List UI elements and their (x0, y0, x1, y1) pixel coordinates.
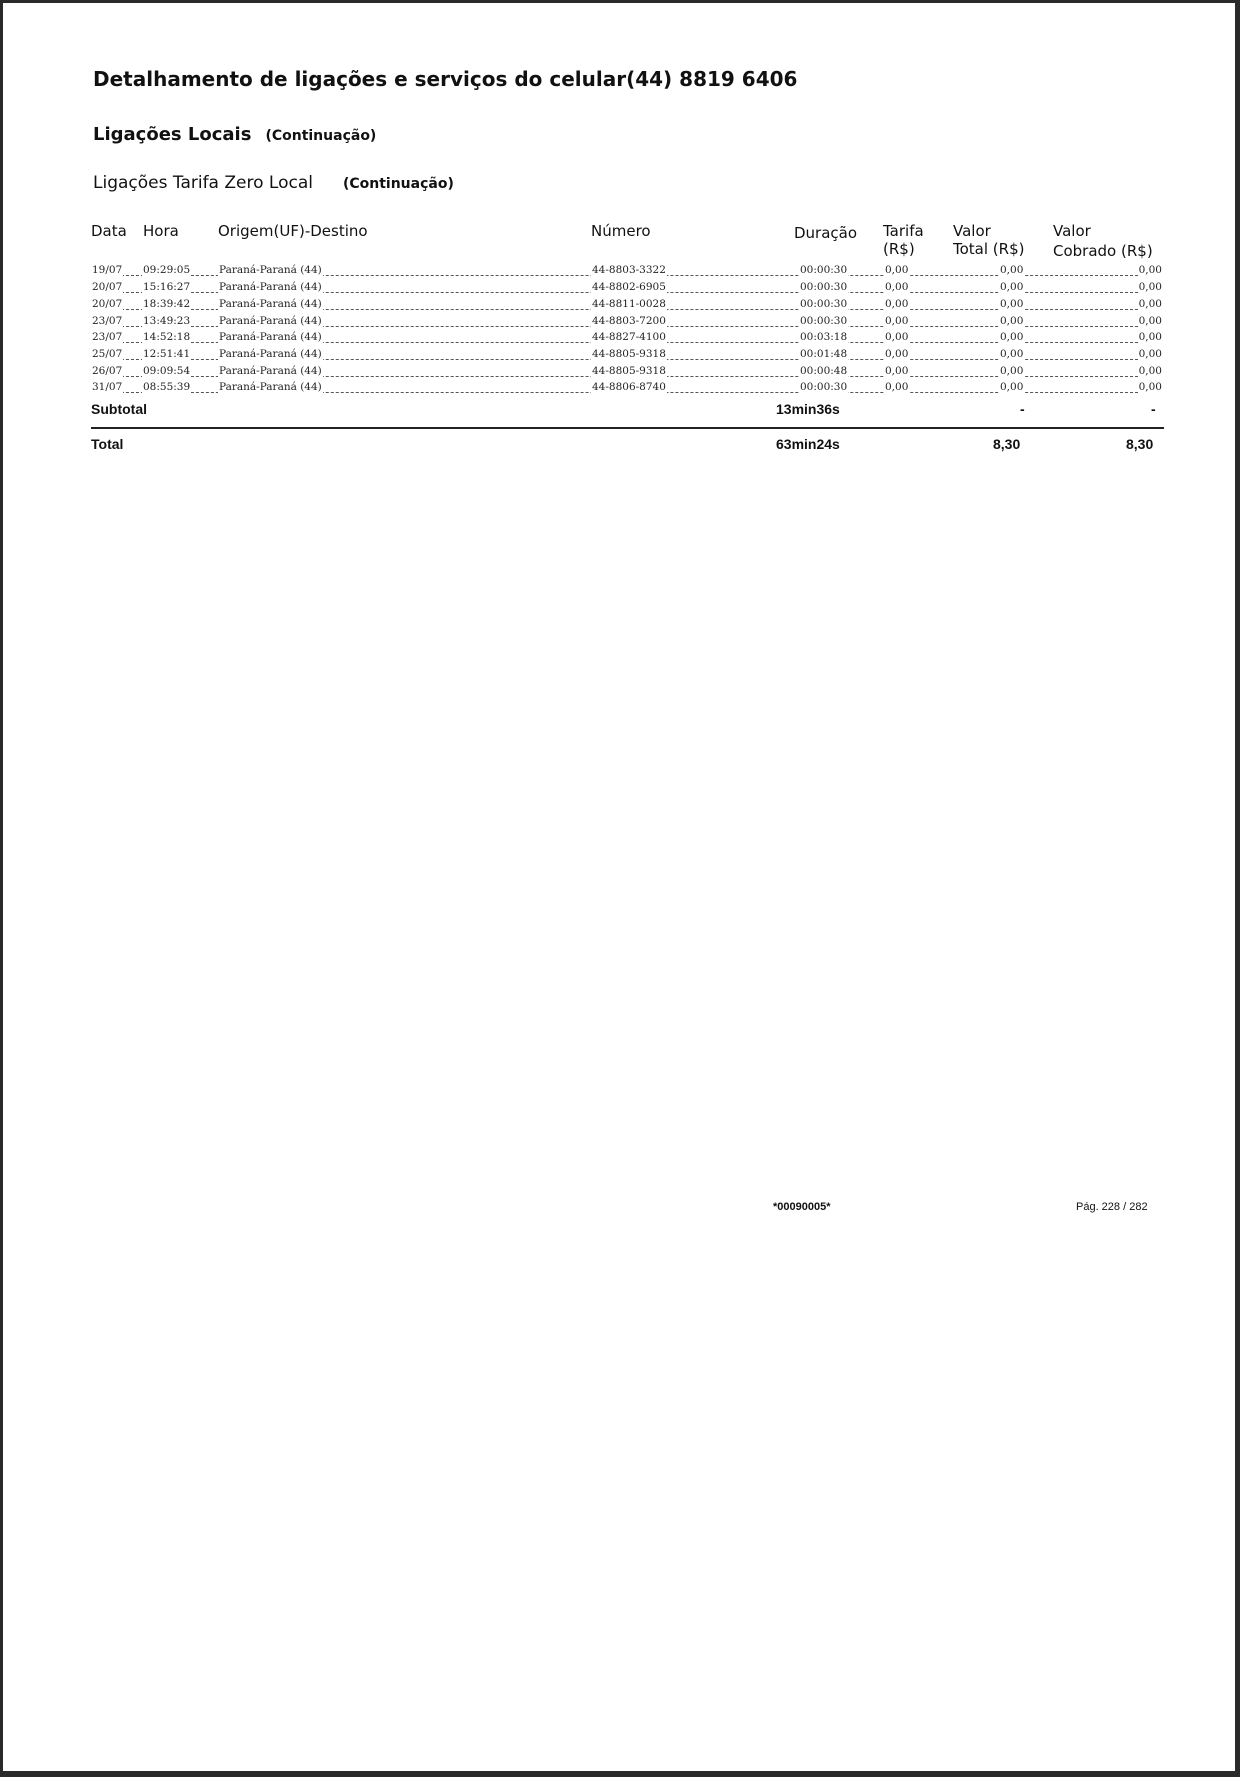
subtotal-label: Subtotal (91, 401, 147, 417)
total-valor-cobrado: 8,30 (1126, 436, 1154, 452)
cell-data: 23/07 (92, 331, 123, 343)
subsection-continuation: (Continuação) (342, 176, 454, 192)
cell-numero: 44-8802-6905 (592, 281, 666, 293)
cell-hora: 13:49:23 (143, 315, 191, 327)
cell-duracao: 00:00:30 (800, 281, 848, 293)
header-valor-total-line1: Valor (953, 222, 991, 240)
cell-valor-cobrado: 0,00 (1138, 281, 1162, 293)
cell-data: 31/07 (92, 381, 123, 393)
header-data: Data (91, 222, 127, 240)
header-tarifa (883, 222, 924, 258)
cell-hora: 15:16:27 (143, 281, 191, 293)
table-row (91, 264, 1163, 280)
header-tarifa-line2: (R$) (883, 240, 915, 258)
cell-duracao: 00:00:30 (800, 315, 848, 327)
cell-origem: Paraná-Paraná (44) (219, 298, 322, 310)
cell-valor-total: 0,00 (1000, 348, 1024, 360)
cell-data: 19/07 (92, 264, 123, 276)
table-row (91, 365, 1163, 381)
cell-duracao: 00:00:48 (800, 365, 848, 377)
cell-numero: 44-8811-0028 (592, 298, 666, 310)
cell-valor-total: 0,00 (1000, 381, 1024, 393)
header-hora: Hora (143, 222, 179, 240)
total-duracao: 63min24s (776, 436, 840, 452)
total-label: Total (91, 436, 124, 452)
table-row (91, 298, 1163, 314)
section-heading (93, 124, 376, 145)
cell-valor-total: 0,00 (1000, 365, 1024, 377)
cell-valor-cobrado: 0,00 (1138, 365, 1162, 377)
cell-valor-cobrado: 0,00 (1138, 331, 1162, 343)
table-row (91, 381, 1163, 397)
header-valor-cobrado-line1: Valor (1053, 222, 1091, 240)
cell-tarifa: 0,00 (885, 381, 909, 393)
section-continuation: (Continuação) (265, 128, 377, 144)
table-row (91, 315, 1163, 331)
subsection-heading (93, 173, 454, 193)
header-valor-cobrado (1053, 222, 1153, 260)
cell-duracao: 00:01:48 (800, 348, 848, 360)
cell-tarifa: 0,00 (885, 331, 909, 343)
cell-valor-total: 0,00 (1000, 264, 1024, 276)
cell-numero: 44-8803-7200 (592, 315, 666, 327)
cell-tarifa: 0,00 (885, 298, 909, 310)
cell-origem: Paraná-Paraná (44) (219, 381, 322, 393)
cell-valor-total: 0,00 (1000, 281, 1024, 293)
cell-numero: 44-8803-3322 (592, 264, 666, 276)
header-origem: Origem(UF)-Destino (218, 222, 368, 240)
header-valor-total-line2: Total (R$) (953, 240, 1025, 258)
cell-valor-total: 0,00 (1000, 331, 1024, 343)
header-tarifa-line1: Tarifa (883, 222, 924, 240)
cell-hora: 09:29:05 (143, 264, 191, 276)
subsection-title: Ligações Tarifa Zero Local (93, 173, 313, 193)
cell-origem: Paraná-Paraná (44) (219, 315, 322, 327)
table-row (91, 281, 1163, 297)
cell-data: 23/07 (92, 315, 123, 327)
cell-numero: 44-8805-9318 (592, 348, 666, 360)
page-title: Detalhamento de ligações e serviços do celular(44) 8819 6406 (93, 67, 798, 91)
subtotal-valor-total: - (1020, 401, 1025, 417)
cell-tarifa: 0,00 (885, 365, 909, 377)
cell-numero: 44-8806-8740 (592, 381, 666, 393)
cell-origem: Paraná-Paraná (44) (219, 281, 322, 293)
header-valor-total (953, 222, 1024, 258)
table-row (91, 348, 1163, 364)
barcode-text: *00090005* (773, 1201, 831, 1213)
section-title: Ligações Locais (93, 124, 252, 145)
cell-origem: Paraná-Paraná (44) (219, 331, 322, 343)
cell-duracao: 00:00:30 (800, 264, 848, 276)
cell-origem: Paraná-Paraná (44) (219, 264, 322, 276)
cell-origem: Paraná-Paraná (44) (219, 348, 322, 360)
subtotal-duracao: 13min36s (776, 401, 840, 417)
cell-data: 20/07 (92, 281, 123, 293)
cell-valor-cobrado: 0,00 (1138, 381, 1162, 393)
cell-valor-total: 0,00 (1000, 298, 1024, 310)
cell-valor-cobrado: 0,00 (1138, 348, 1162, 360)
cell-valor-cobrado: 0,00 (1138, 315, 1162, 327)
cell-valor-total: 0,00 (1000, 315, 1024, 327)
header-duracao: Duração (794, 224, 858, 242)
total-divider (91, 427, 1164, 429)
cell-tarifa: 0,00 (885, 348, 909, 360)
cell-hora: 12:51:41 (143, 348, 191, 360)
header-valor-cobrado-line2: Cobrado (R$) (1053, 242, 1153, 260)
header-numero: Número (591, 222, 651, 240)
table-row (91, 331, 1163, 347)
page-number: Pág. 228 / 282 (1076, 1201, 1148, 1213)
total-valor-total: 8,30 (993, 436, 1021, 452)
cell-numero: 44-8805-9318 (592, 365, 666, 377)
subtotal-valor-cobrado: - (1151, 401, 1156, 417)
cell-tarifa: 0,00 (885, 315, 909, 327)
cell-data: 26/07 (92, 365, 123, 377)
cell-data: 25/07 (92, 348, 123, 360)
cell-data: 20/07 (92, 298, 123, 310)
cell-hora: 09:09:54 (143, 365, 191, 377)
cell-numero: 44-8827-4100 (592, 331, 666, 343)
cell-hora: 08:55:39 (143, 381, 191, 393)
cell-duracao: 00:00:30 (800, 381, 848, 393)
cell-duracao: 00:03:18 (800, 331, 848, 343)
cell-valor-cobrado: 0,00 (1138, 298, 1162, 310)
cell-origem: Paraná-Paraná (44) (219, 365, 322, 377)
cell-tarifa: 0,00 (885, 264, 909, 276)
cell-valor-cobrado: 0,00 (1138, 264, 1162, 276)
cell-duracao: 00:00:30 (800, 298, 848, 310)
cell-hora: 14:52:18 (143, 331, 191, 343)
cell-hora: 18:39:42 (143, 298, 191, 310)
bill-page (3, 3, 1235, 1771)
cell-tarifa: 0,00 (885, 281, 909, 293)
